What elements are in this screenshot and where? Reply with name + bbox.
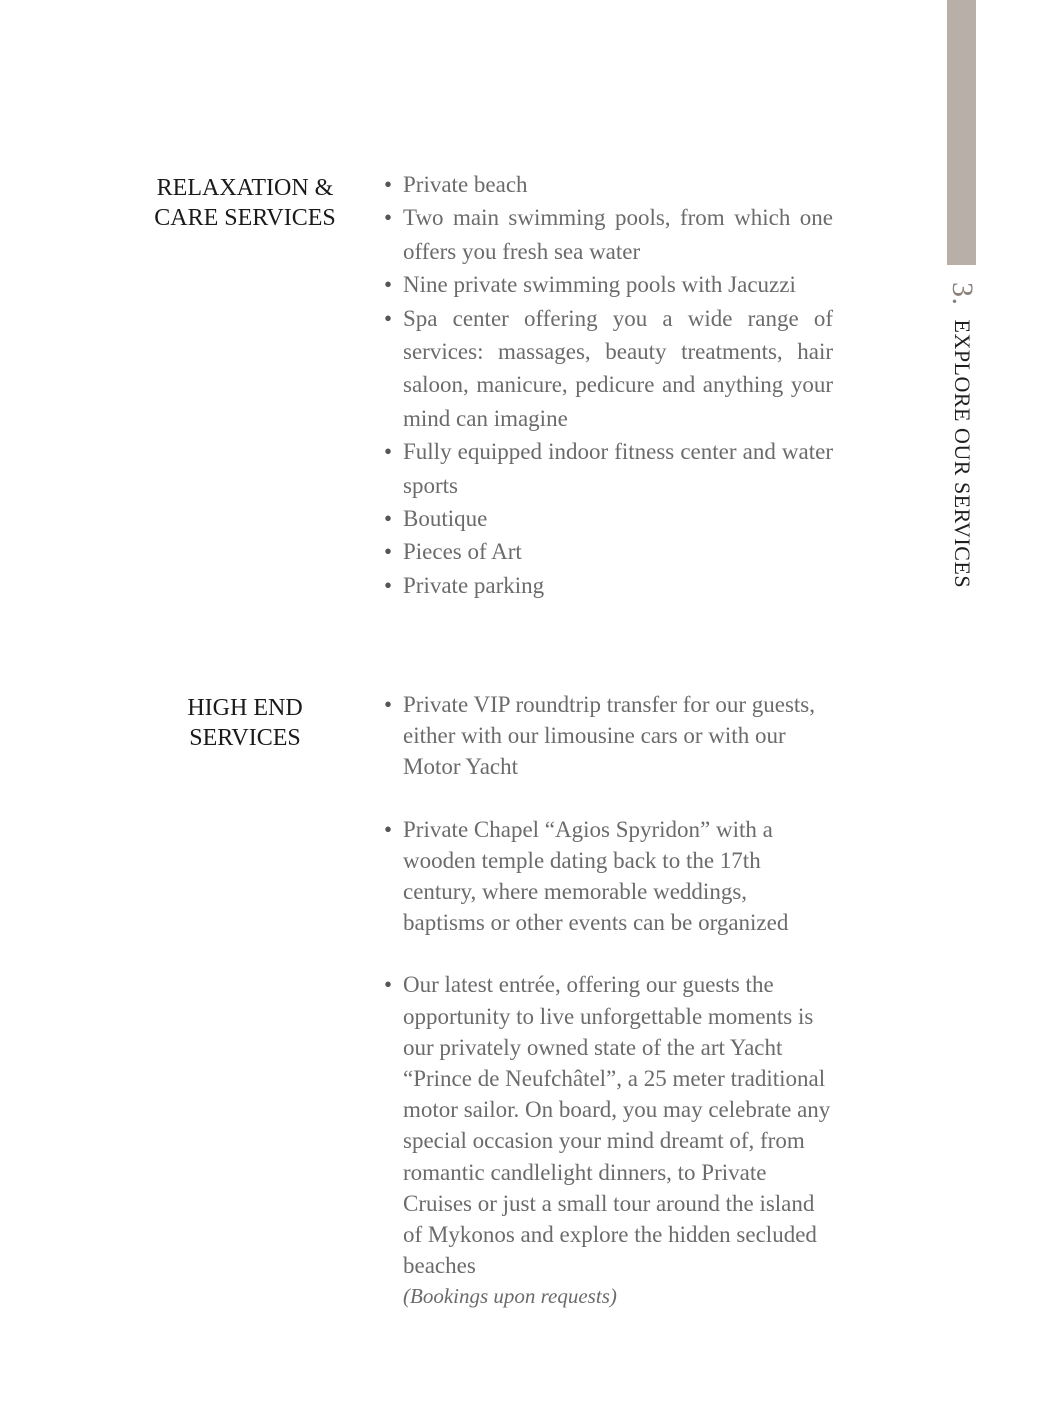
relaxation-care-label: RELAXATION & CARE SERVICES [154,175,336,231]
list-item: • Spa center offering you a wide range of services: massages, beauty treatments, hair saloon, manicure, pedicure and anything your mind can imagine [403,302,833,436]
list-item: • Private parking [403,569,833,602]
list-item [403,689,833,783]
bookings-note: (Bookings upon requests) [403,1284,617,1309]
list-item-text: Private VIP roundtrip transfer for our guests, either with our limousine cars or with our Motor Yacht [403,692,816,780]
list-item: • Nine private swimming pools with Jacuzzi [403,268,833,301]
list-item: • Fully equipped indoor fitness center and water sports [403,435,833,502]
list-item-text: Private Chapel “Agios Spyridon” with a wooden temple dating back to the 17th century, where memorable weddings, baptisms or other events can be organized [403,816,789,936]
list-item [403,969,833,1312]
side-tab-bar [947,0,976,265]
section-heading-vertical [945,282,979,588]
section-title: EXPLORE OUR SERVICES [950,319,975,589]
list-item: • Private beach [403,168,833,201]
list-item: • Two main swimming pools, from which one offers you fresh sea water [403,201,833,268]
list-item-text: Our latest entrée, offering our guests the opportunity to live unforgettable moments is our privately owned state of the art Yacht “Prince de Neufchâtel”, a 25 meter traditional motor sailor. On board, you may celebrate any special occasion your mind dreamt of, from romantic candlelight dinners, to Private Cruises or just a small tour around the island of Mykonos and explore the hidden secluded beaches [403,972,831,1279]
section-number: 3. [946,282,979,306]
list-item: • Pieces of Art [403,535,833,568]
list-item: • Boutique [403,502,833,535]
high-end-label: HIGH END SERVICES [187,695,303,751]
relaxation-care-list [403,168,833,602]
list-item [403,814,833,939]
high-end-list [403,689,833,1344]
